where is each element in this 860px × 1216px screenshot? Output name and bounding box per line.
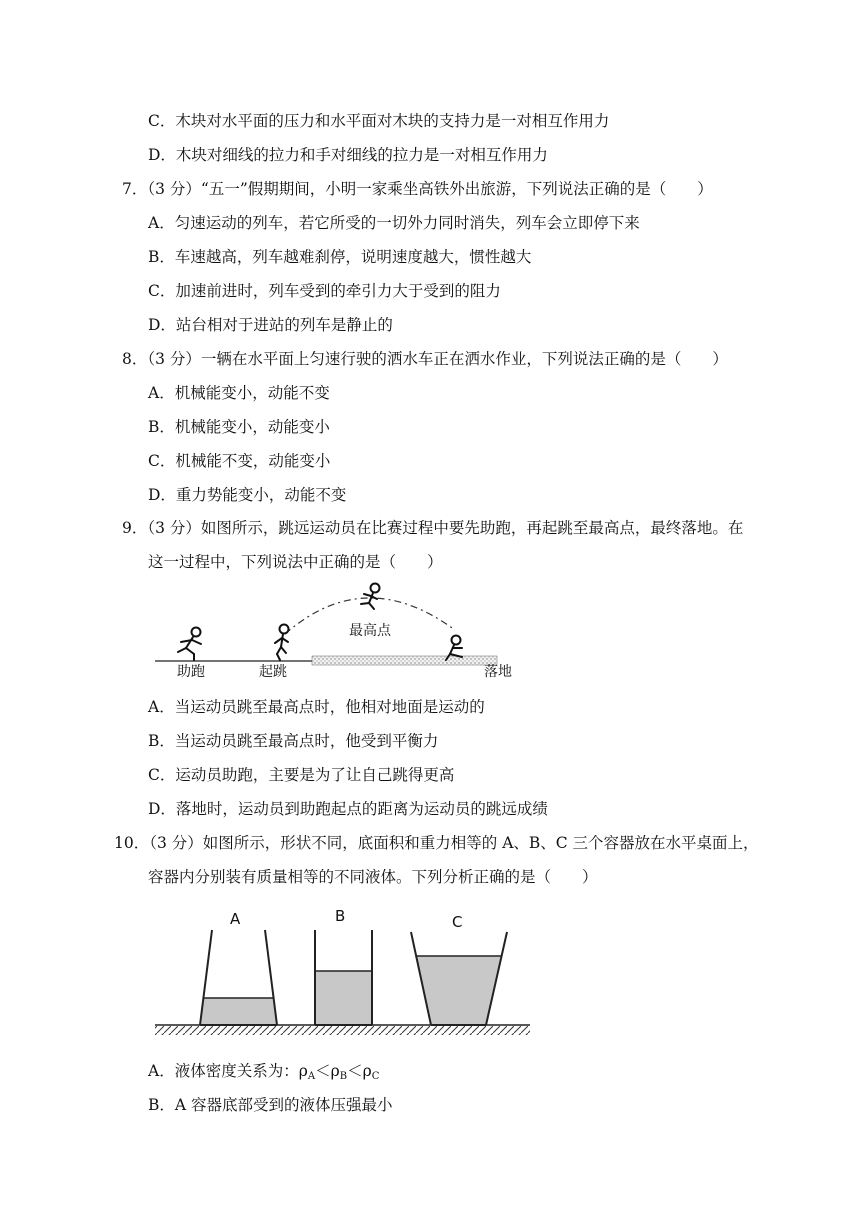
table-hatching [155,1026,530,1035]
label-container-a: A [230,910,241,928]
q6-option-d: D．木块对细线的拉力和手对细线的拉力是一对相互作用力 [148,146,548,164]
q8-option-a: A．机械能变小，动能不变 [148,384,330,402]
q10-option-b: B．A 容器底部受到的液体压强最小 [148,1096,393,1114]
q9-option-d: D．落地时，运动员到助跑起点的距离为运动员的跳远成绩 [148,800,548,818]
less-than-sign: ＜ [347,1062,363,1080]
label-run: 助跑 [177,664,205,680]
sand-pit [312,656,497,665]
label-container-b: B [335,907,346,925]
q7-option-d: D．站台相对于进站的列车是静止的 [148,316,393,334]
container-a [200,930,277,1025]
q7-option-c: C．加速前进时，列车受到的牵引力大于受到的阻力 [148,282,501,300]
rho-subscript-b: B [339,1071,348,1082]
label-landing: 落地 [484,664,512,680]
q7-option-a: A．匀速运动的列车，若它所受的一切外力同时消失，列车会立即停下来 [148,214,640,232]
containers-figure [150,900,530,1040]
q9-stem-line2: 这一过程中，下列说法中正确的是（ ） [148,553,443,571]
rho-subscript-c: C [371,1071,380,1082]
top-figure-icon [361,584,380,610]
q8-option-c: C．机械能不变，动能变小 [148,452,331,470]
q10-option-a-prefix: A．液体密度关系为： [148,1062,299,1080]
q7-option-b: B．车速越高，列车越难刹停，说明速度越大，惯性越大 [148,248,532,266]
q8-stem: 8．（3 分）一辆在水平面上匀速行驶的洒水车正在洒水作业，下列说法正确的是（ ） [122,350,728,368]
q7-stem: 7．（3 分）“五一”假期期间，小明一家乘坐高铁外出旅游，下列说法正确的是（ ） [122,180,713,198]
q10-stem-line1: 10．（3 分）如图所示，形状不同，底面积和重力相等的 A、B、C 三个容器放在水平桌面上， [114,834,759,852]
rho-symbol: ρ [330,1062,340,1080]
q9-option-b: B．当运动员跳至最高点时，他受到平衡力 [148,732,439,750]
q8-option-b: B．机械能变小，动能变小 [148,418,330,436]
label-container-c: C [452,913,463,931]
less-than-sign: ＜ [315,1062,331,1080]
label-highest-point: 最高点 [349,623,391,639]
rho-symbol: ρ [298,1062,308,1080]
q9-option-a: A．当运动员跳至最高点时，他相对地面是运动的 [148,698,485,716]
q9-stem-line1: 9．（3 分）如图所示，跳远运动员在比赛过程中要先助跑，再起跳至最高点，最终落地。在 [122,519,744,537]
takeoff-figure-icon [275,625,289,661]
q10-option-a [148,1061,379,1087]
runner-figure-icon [178,628,201,661]
long-jump-figure [150,582,530,682]
container-c [411,932,507,1025]
q9-option-c: C．运动员助跑，主要是为了让自己跳得更高 [148,766,455,784]
container-b [315,930,372,1025]
label-takeoff: 起跳 [259,664,287,680]
rho-symbol: ρ [362,1062,372,1080]
q8-option-d: D．重力势能变小，动能不变 [148,486,347,504]
q10-stem-line2: 容器内分别装有质量相等的不同液体。下列分析正确的是（ ） [148,868,598,886]
rho-subscript-a: A [307,1071,316,1082]
q6-option-c: C．木块对水平面的压力和水平面对木块的支持力是一对相互作用力 [148,112,610,130]
